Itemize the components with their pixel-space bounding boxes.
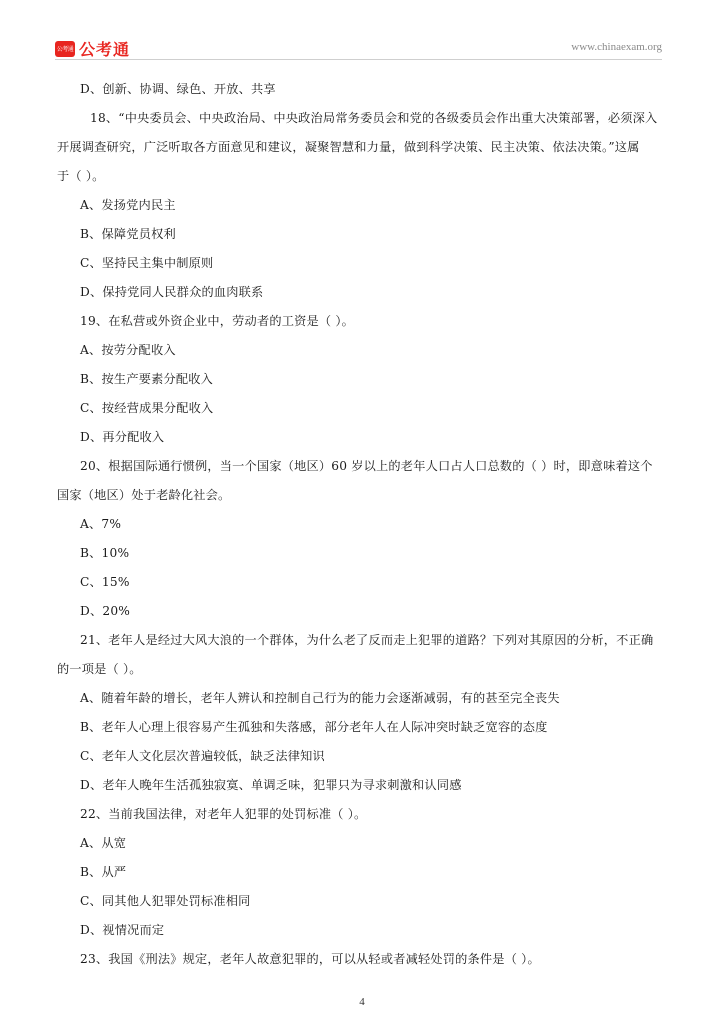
question-line: 18、“中央委员会、中央政治局、中央政治局常务委员会和党的各级委员会作出重大决策部署，必须深入 bbox=[90, 111, 658, 125]
text-line: A、发扬党内民主 bbox=[80, 198, 176, 212]
site-url: www.chinaexam.org bbox=[571, 41, 662, 53]
text-line: D、再分配收入 bbox=[80, 430, 165, 444]
text-line: 19、在私营或外资企业中，劳动者的工资是（ ）。 bbox=[80, 314, 355, 328]
logo bbox=[55, 37, 130, 60]
text-line: A、从宽 bbox=[80, 836, 127, 850]
text-line: C、按经营成果分配收入 bbox=[80, 401, 214, 415]
question-line: 开展调查研究，广泛听取各方面意见和建议，凝聚智慧和力量，做到科学决策、民主决策、依法决策。”这属 bbox=[57, 140, 640, 154]
question-line: 的一项是（ ）。 bbox=[57, 662, 142, 676]
document-body bbox=[57, 75, 669, 974]
text-line: B、从严 bbox=[80, 865, 127, 879]
text-line: D、20% bbox=[80, 604, 131, 618]
text-line: D、视情况而定 bbox=[80, 923, 165, 937]
text-line: C、老年人文化层次普遍较低，缺乏法律知识 bbox=[80, 749, 325, 763]
text-line: C、同其他人犯罪处罚标准相同 bbox=[80, 894, 251, 908]
text-line: B、保障党员权利 bbox=[80, 227, 176, 241]
text-line: B、10% bbox=[80, 546, 130, 560]
text-line: B、老年人心理上很容易产生孤独和失落感，部分老年人在人际冲突时缺乏宽容的态度 bbox=[80, 720, 548, 734]
text-line: 23、我国《刑法》规定，老年人故意犯罪的，可以从轻或者减轻处罚的条件是（ ）。 bbox=[80, 952, 540, 966]
logo-text: 公考通 bbox=[79, 40, 131, 59]
text-line: C、坚持民主集中制原则 bbox=[80, 256, 214, 270]
logo-badge-icon: 公考通 bbox=[55, 41, 75, 57]
question-line: 国家（地区）处于老龄化社会。 bbox=[57, 488, 231, 502]
header-divider bbox=[55, 59, 662, 60]
page-header bbox=[55, 32, 662, 60]
text-line: D、老年人晚年生活孤独寂寞、单调乏味，犯罪只为寻求刺激和认同感 bbox=[80, 778, 462, 792]
text-line: 22、当前我国法律，对老年人犯罪的处罚标准（ ）。 bbox=[80, 807, 367, 821]
text-line: B、按生产要素分配收入 bbox=[80, 372, 214, 386]
text-line: A、随着年龄的增长，老年人辨认和控制自己行为的能力会逐渐减弱，有的甚至完全丧失 bbox=[80, 691, 560, 705]
text-line: D、保持党同人民群众的血肉联系 bbox=[80, 285, 264, 299]
text-line: A、按劳分配收入 bbox=[80, 343, 176, 357]
text-line: C、15% bbox=[80, 575, 130, 589]
page-number: 4 bbox=[359, 996, 365, 1008]
text-line: A、7% bbox=[80, 517, 122, 531]
question-line: 于（ ）。 bbox=[57, 169, 105, 183]
text-line: 20、根据国际通行惯例，当一个国家（地区）60 岁以上的老年人口占人口总数的（ ）时，即意味着这个 bbox=[80, 459, 653, 473]
text-line: 21、老年人是经过大风大浪的一个群体，为什么老了反而走上犯罪的道路？下列对其原因的分析，不正确 bbox=[80, 633, 654, 647]
text-line: D、创新、协调、绿色、开放、共享 bbox=[80, 82, 276, 96]
